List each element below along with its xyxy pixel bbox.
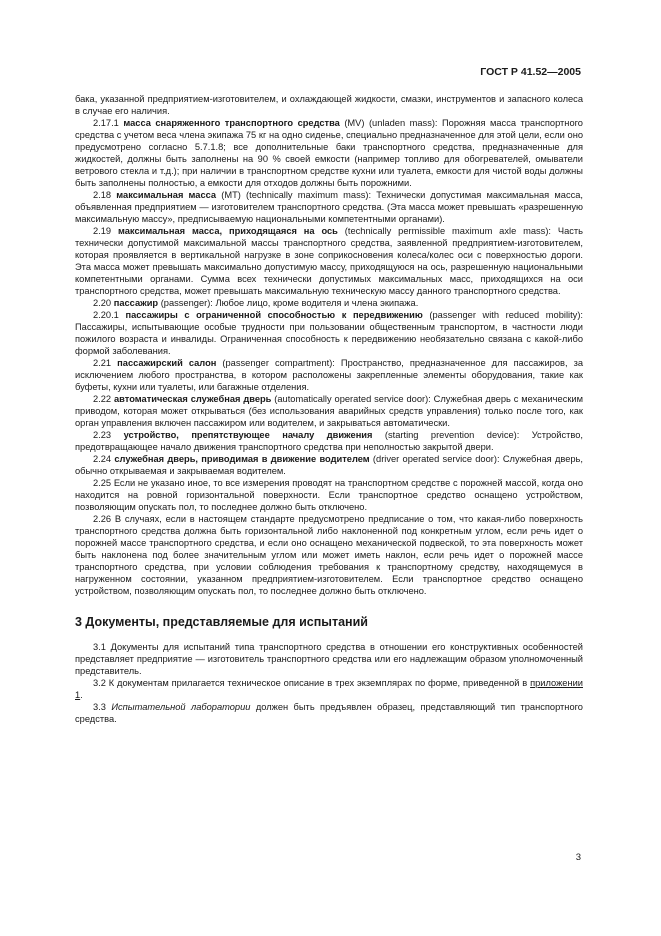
- clause-number: 2.24: [93, 454, 112, 464]
- document-header: ГОСТ Р 41.52—2005: [480, 66, 581, 78]
- paragraph-3-1: 3.1 Документы для испытаний типа транспортного средства в отношении его конструктивных особенностей представляет предприятие — изготовитель транспортного средства или его надлежащим образом уполномоченный представитель.: [75, 642, 583, 676]
- definition: (MV) (unladen mass): Порожняя масса транспортного средства с учетом веса члена экипажа 75 кг на одно сиденье, специально предназначенное для этой цели, если оно предусмотрено согласно 5.7.1.8; все дополнительные баки транспортного средства, предназначенные для жидкостей, должны быть заполнены на 90 % своей емкости (например топливо для обогревателей, омыватели ветрового стекла и т.д.); при наличии в транспортном средстве кухни или туалета, емкости для чистой воды должны быть заполнены полностью, а емкости для отходов должны быть порожними.: [75, 118, 583, 188]
- term: максимальная масса, приходящаяся на ось: [117, 226, 338, 236]
- clause-number: 2.19: [93, 226, 112, 236]
- term: устройство, препятствующее началу движения: [123, 430, 373, 440]
- paragraph-text: 3.2 К документам прилагается техническое описание в трех экземплярах по форме, приведенной в: [93, 678, 531, 688]
- paragraph-2-24: [75, 453, 583, 477]
- paragraph-3-2: [75, 677, 583, 701]
- paragraph-2-26: 2.26 В случаях, если в настоящем стандарте предусмотрено предписание о том, что какая-либо поверхность транспортного средства должна быть горизонтальной либо наклоненной под конкретным углом, если речь идет о порожней массе транспортного средства, и если оно оснащено механической подвеской, то эта поверхность может быть наклонена под более значительным углом или может иметь наклон, если речь идет о порожней массе транспортного средства, при условии соблюдения требования к транспортному средству, находящемуся в нагруженном состоянии, указанном предприятием-изготовителем. Если транспортное средство оснащено устройством, позволяющим опускать пол, то последнее должно быть отключено.: [75, 514, 583, 596]
- term: максимальная масса: [116, 190, 217, 200]
- section-heading-3: 3 Документы, представляемые для испытаний: [75, 615, 368, 629]
- term: служебная дверь, приводимая в движение водителем: [114, 454, 370, 464]
- clause-number: 2.23: [93, 430, 112, 440]
- paragraph-2-25: 2.25 Если не указано иное, то все измерения проводят на транспортном средстве с порожней массой, когда оно находится на ровной горизонтальной поверхности. Если транспортное средство оснащено устройством, позволяющим опускать пол, то последнее должно быть отключено.: [75, 478, 583, 512]
- annex-link[interactable]: приложении 1: [75, 678, 583, 700]
- paragraph-2-18: [75, 189, 583, 225]
- term: пассажиры с ограниченной способностью к передвижению: [125, 310, 423, 320]
- definition: (passenger): Любое лицо, кроме водителя и члена экипажа.: [158, 298, 419, 308]
- definition: (MT) (technically maximum mass): Технически допустимая максимальная масса, объявленная предприятием — изготовителем транспортного средства. (Эта масса может превышать «разрешенную максимальную массу», предписываемую национальными компетентными органами).: [75, 190, 583, 224]
- definition: (automatically operated service door): Служебная дверь с механическим приводом, которая может открываться (без использования аварийных средств управления) только после того, как орган управления включен пассажиром или водителем, и закрываться автоматически.: [75, 394, 583, 428]
- paragraph-3-3: [75, 701, 583, 725]
- clause-number: 2.17.1: [93, 118, 119, 128]
- paragraph-continuation: бака, указанной предприятием-изготовителем, и охлаждающей жидкости, смазки, инструментов и запасного колеса в случае его наличия.: [75, 94, 583, 116]
- clause-number: 3.3: [93, 702, 112, 712]
- paragraph-2-17-1: [75, 117, 583, 189]
- paragraph-2-23: [75, 429, 583, 453]
- document-body: [75, 93, 583, 725]
- paragraph-end: .: [80, 690, 83, 700]
- term: автоматическая служебная дверь: [114, 394, 272, 404]
- paragraph-2-20: [75, 297, 583, 309]
- term: пассажир: [113, 298, 159, 308]
- definition: (technically permissible maximum axle mass): Часть технически допустимой максимальной массы транспортного средства, заявленной предприятием-изготовителем, которая проявляется в вертикальной нагрузке в зоне соприкосновения колеса/колес оси с поверхностью дороги. Эта масса может превышать максимально допустимую массу, приходящуюся на ось, разрешенную национальными компетентными органами. Сумма всех технически допустимых максимальных масс, приходящихся на оси транспортного средства, может превышать максимальную техническую массу данного транспортного средства.: [75, 226, 583, 296]
- term: пассажирский салон: [117, 358, 217, 368]
- definition: (starting prevention device): Устройство, предотвращающее начало движения транспортного средства при неполностью закрытой двери.: [75, 430, 583, 452]
- term: масса снаряженного транспортного средства: [123, 118, 340, 128]
- clause-number: 2.18: [93, 190, 112, 200]
- paragraph-rest: должен быть предъявлен образец, представляющий тип транспортного средства.: [75, 702, 583, 724]
- paragraph-2-20-1: [75, 309, 583, 357]
- paragraph-2-19: [75, 225, 583, 297]
- definition: (driver operated service door): Служебная дверь, обычно открываемая и закрываемая водителем.: [75, 454, 583, 476]
- page-number: 3: [575, 852, 581, 863]
- definition: (passenger compartment): Пространство, предназначенное для пассажиров, за исключением любого пространства, в котором расположены закрепленные элементы оборудования, такие как буфеты, кухни или туалеты, или багажные отделения.: [75, 358, 584, 392]
- clause-number: 2.22: [93, 394, 112, 404]
- definition: (passenger with reduced mobility): Пассажиры, испытывающие особые трудности при пользовании общественным транспортом, в частности люди пожилого возраста и инвалиды. Ограниченная способность к передвижению необязательно связана с какой-либо формой заболевания.: [75, 310, 583, 356]
- paragraph-2-21: [75, 357, 583, 393]
- clause-number: 2.21: [93, 358, 112, 368]
- paragraph-2-22: [75, 393, 583, 429]
- italic-term: Испытательной лаборатории: [111, 702, 251, 712]
- clause-number: 2.20.1: [93, 310, 119, 320]
- clause-number: 2.20: [93, 298, 112, 308]
